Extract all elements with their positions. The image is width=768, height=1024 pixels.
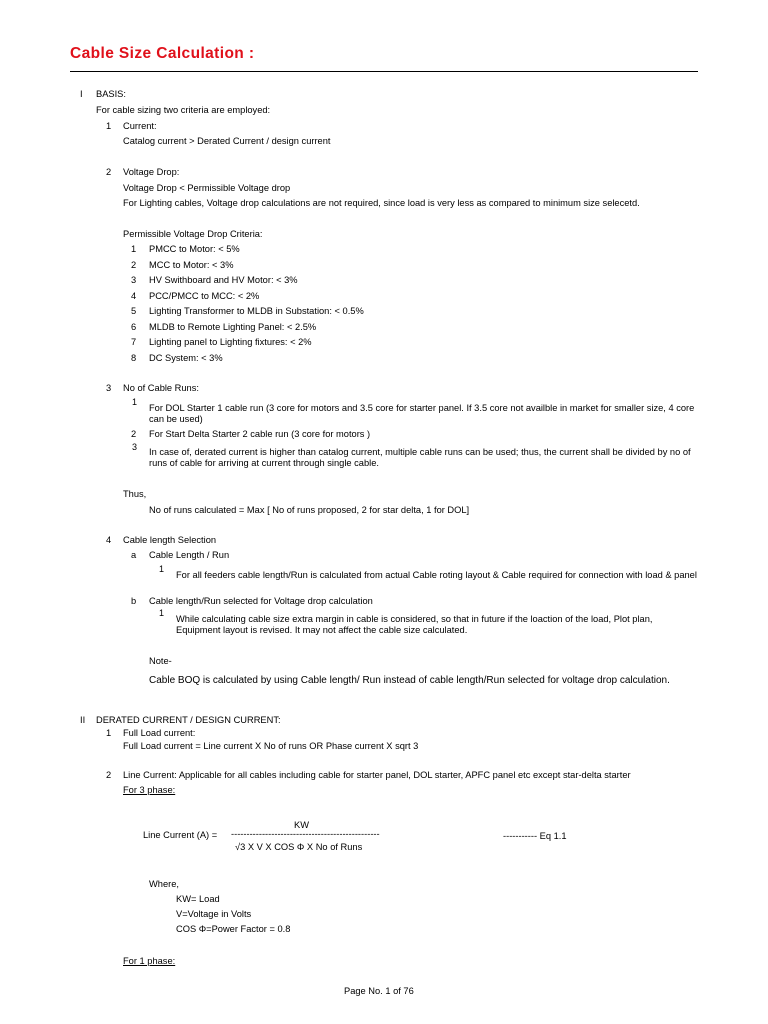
criteria-item: Lighting Transformer to MLDB in Substation: < 0.5% — [149, 306, 364, 316]
equation-reference: ----------- Eq 1.1 — [503, 831, 567, 841]
runs-item-number: 2 — [131, 429, 137, 439]
criterion-4-number: 4 — [106, 535, 112, 545]
criteria-heading: Permissible Voltage Drop Criteria: — [123, 229, 263, 239]
equation-fraction-bar: ------------------------------------------------ — [231, 829, 380, 839]
sub-item-letter: b — [131, 596, 137, 606]
where-item: KW= Load — [176, 894, 220, 904]
sub-item-b1: While calculating cable size extra margin in cable is considered, so that in future if the loaction of the load, Plot plan, Equipment layout is revised. It may not affect the cable size calculated. — [176, 614, 653, 635]
equation-lhs: Line Current (A) = — [143, 830, 218, 840]
criteria-item: HV Swithboard and HV Motor: < 3% — [149, 275, 298, 285]
criteria-item-number: 6 — [131, 322, 137, 332]
three-phase-label: For 3 phase: — [123, 785, 176, 795]
criteria-item-number: 8 — [131, 353, 137, 363]
derated-2-text: Line Current: Applicable for all cables including cable for starter panel, DOL starter, APFC panel etc except star-delta starter — [123, 770, 631, 780]
title-rule — [70, 71, 698, 72]
derated-1-number: 1 — [106, 728, 112, 738]
criteria-item-number: 5 — [131, 306, 137, 316]
derated-2-number: 2 — [106, 770, 112, 780]
thus-label: Thus, — [123, 489, 147, 499]
section-1-intro: For cable sizing two criteria are employed: — [96, 105, 271, 115]
criterion-1-text: Catalog current > Derated Current / design current — [123, 136, 331, 146]
criteria-item: DC System: < 3% — [149, 353, 223, 363]
criterion-2-number: 2 — [106, 167, 112, 177]
one-phase-label: For 1 phase: — [123, 956, 176, 966]
criterion-3-number: 3 — [106, 383, 112, 393]
where-item: COS Φ=Power Factor = 0.8 — [176, 924, 291, 934]
criteria-item: MCC to Motor: < 3% — [149, 260, 234, 270]
note-text: Cable BOQ is calculated by using Cable length/ Run instead of cable length/Run selected for voltage drop calculation. — [149, 675, 670, 686]
criteria-item-number: 1 — [131, 244, 137, 254]
criterion-1-label: Current: — [123, 121, 157, 131]
section-2-number: II — [80, 715, 86, 725]
criterion-4-label: Cable length Selection — [123, 535, 217, 545]
criteria-item-number: 2 — [131, 260, 137, 270]
runs-item-2: For Start Delta Starter 2 cable run (3 core for motors ) — [149, 429, 371, 439]
criterion-2-label: Voltage Drop: — [123, 167, 180, 177]
criteria-item: PCC/PMCC to MCC: < 2% — [149, 291, 260, 301]
section-2-heading: DERATED CURRENT / DESIGN CURRENT: — [96, 715, 281, 725]
where-item: V=Voltage in Volts — [176, 909, 252, 919]
section-1-heading: BASIS: — [96, 89, 126, 99]
criterion-2-line2: For Lighting cables, Voltage drop calculations are not required, since load is very less as compared to minimum size selecetd. — [123, 198, 640, 208]
criterion-1-number: 1 — [106, 121, 112, 131]
derated-1-text: Full Load current = Line current X No of runs OR Phase current X sqrt 3 — [123, 741, 419, 751]
criterion-2-line1: Voltage Drop < Permissible Voltage drop — [123, 183, 291, 193]
where-label: Where, — [149, 879, 179, 889]
sub-item-b-label: Cable length/Run selected for Voltage drop calculation — [149, 596, 373, 606]
runs-item-1: For DOL Starter 1 cable run (3 core for motors and 3.5 core for starter panel. If 3.5 core not availble in market for smaller size, 4 core can be used) — [149, 403, 695, 424]
sub-item-letter: a — [131, 550, 137, 560]
criteria-item-number: 3 — [131, 275, 137, 285]
runs-item-number: 1 — [132, 397, 138, 407]
page-number: Page No. 1 of 76 — [344, 986, 414, 996]
criteria-item-number: 7 — [131, 337, 137, 347]
runs-item-number: 3 — [132, 442, 138, 452]
note-label: Note- — [149, 656, 172, 666]
criteria-item: MLDB to Remote Lighting Panel: < 2.5% — [149, 322, 317, 332]
criteria-item: Lighting panel to Lighting fixtures: < 2% — [149, 337, 312, 347]
section-1-number: I — [80, 89, 83, 99]
sub-item-a1: For all feeders cable length/Run is calculated from actual Cable roting layout & Cable required for connection with load & panel — [176, 570, 697, 580]
criteria-item-number: 4 — [131, 291, 137, 301]
criterion-3-label: No of Cable Runs: — [123, 383, 199, 393]
page-title: Cable Size Calculation : — [70, 45, 255, 62]
sub-item-number: 1 — [159, 564, 165, 574]
runs-formula: No of runs calculated = Max [ No of runs proposed, 2 for star delta, 1 for DOL] — [149, 505, 470, 515]
runs-item-3: In case of, derated current is higher than catalog current, multiple cable runs can be used; thus, the current shall be divided by no of runs of cable for arriving at current through single cable. — [149, 447, 691, 468]
sub-item-a-label: Cable Length / Run — [149, 550, 230, 560]
sub-item-number: 1 — [159, 608, 165, 618]
equation-denominator: √3 X V X COS Φ X No of Runs — [235, 842, 363, 852]
equation-numerator: KW — [294, 820, 309, 830]
derated-1-label: Full Load current: — [123, 728, 196, 738]
criteria-item: PMCC to Motor: < 5% — [149, 244, 240, 254]
